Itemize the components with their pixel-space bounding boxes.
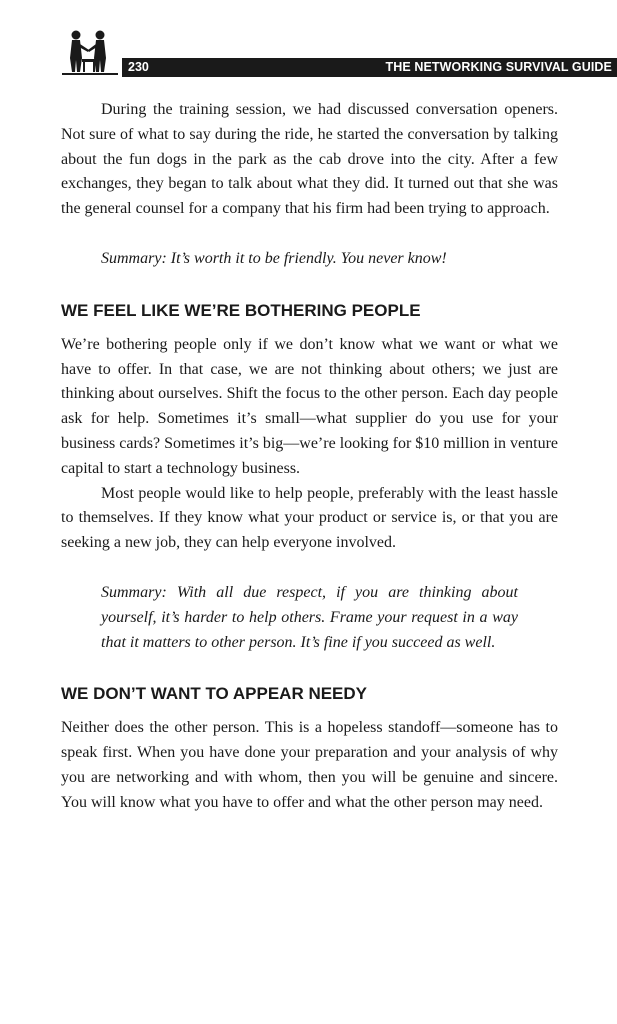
section-heading-needy: WE DON’T WANT TO APPEAR NEEDY [61, 684, 368, 704]
page-number: 230 [128, 60, 149, 74]
section-heading-bothering: WE FEEL LIKE WE’RE BOTHERING PEOPLE [61, 300, 421, 320]
paragraph-needy: Neither does the other person. This is a hopeless standoff—someone has to speak first. When you have done your preparation and your analysis of why you are networking and with whom, then you will be genuine and sincere. You will know what you have to offer and what the other person may need. [61, 719, 558, 811]
paragraph-training-session: During the training session, we had discussed conversation openers. Not sure of what to say during the ride, he started the conversation by talking about the fun dogs in the park as the cab drove into the city. After a few exchanges, they began to talk about what they did. It turned out that she was the general counsel for a company that his firm had been trying to approach. [61, 101, 558, 218]
page-content [61, 98, 558, 816]
page-header [60, 26, 612, 78]
header-bar [122, 58, 617, 77]
summary-due-respect: Summary: With all due respect, if you are thinking about yourself, it’s harder to help others. Frame your request in a way that it matters to other person. It’s fine if you succeed as well. [101, 583, 518, 651]
summary-friendly: Summary: It’s worth it to be friendly. You never know! [101, 249, 447, 267]
handshake-figures-icon [60, 26, 120, 78]
paragraph-help-people: Most people would like to help people, preferably with the least hassle to themselves. If they know what your product or service is, or that you are seeking a new job, they can help everyone involved. [61, 484, 558, 552]
paragraph-bothering: We’re bothering people only if we don’t know what we want or what we have to offer. In that case, we are not thinking about others; we just are thinking about ourselves. Shift the focus to the other person. Each day people ask for help. Sometimes it’s small—what supplier do you use for your business cards? Sometimes it’s big—we’re looking for $10 million in venture capital to start a technology business. [61, 335, 558, 477]
running-title: THE NETWORKING SURVIVAL GUIDE [385, 60, 612, 74]
